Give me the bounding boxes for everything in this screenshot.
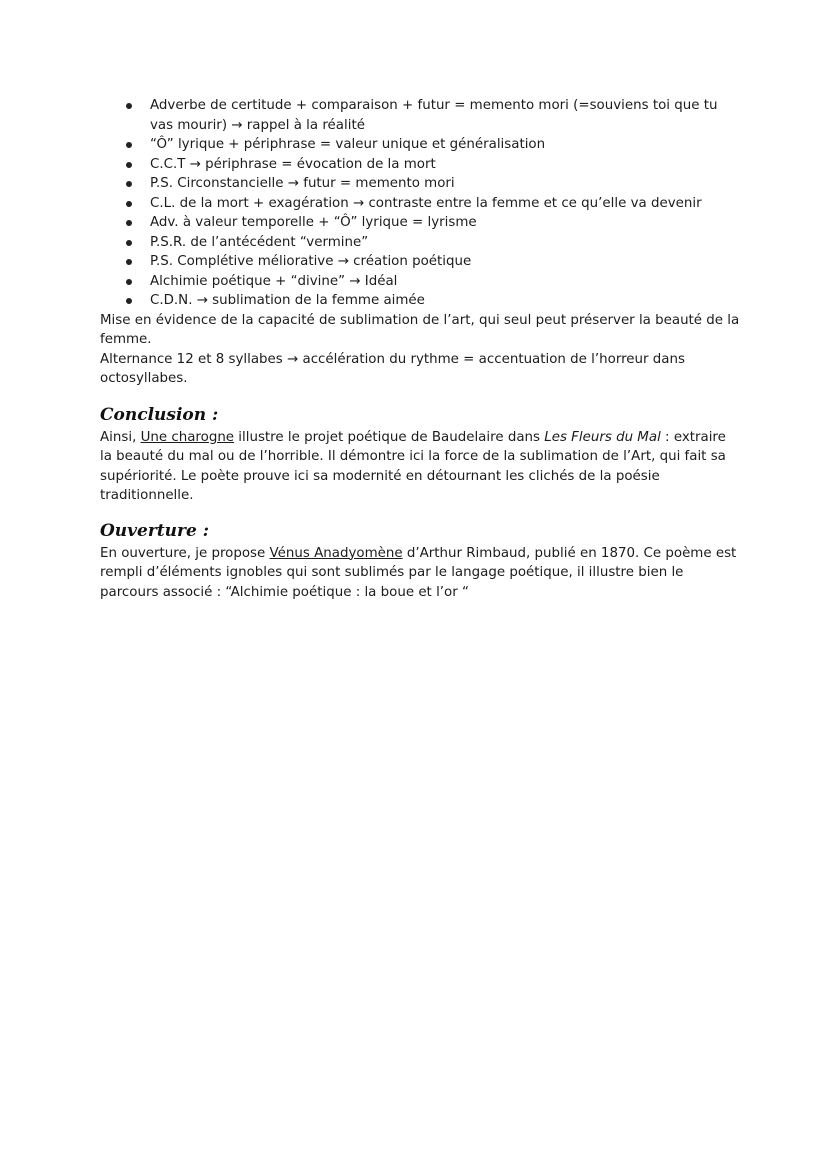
bullet-dot-icon: [126, 201, 132, 207]
analysis-bullet-list: [100, 96, 740, 311]
work-title-venus-anadyomene: Vénus Anadyomène: [269, 545, 403, 561]
conclusion-heading: Conclusion :: [100, 404, 219, 425]
list-item-text: Adv. à valeur temporelle + “Ô” lyrique = lyrisme: [150, 215, 477, 230]
bullet-dot-icon: [126, 220, 132, 226]
bullet-dot-icon: [126, 181, 132, 187]
list-item-text: Adverbe de certitude + comparaison + futur = memento mori (=souviens toi que tu vas mourir) → rappel à la réalité: [150, 98, 718, 133]
list-item-text: P.S.R. de l’antécédent “vermine”: [150, 234, 369, 250]
list-item-text: C.D.N. → sublimation de la femme aimée: [150, 293, 425, 308]
list-item: [100, 174, 740, 194]
bullet-dot-icon: [126, 259, 132, 265]
bullet-dot-icon: [126, 240, 132, 246]
list-item: [100, 155, 740, 175]
list-item-text: “Ô” lyrique + périphrase = valeur unique et généralisation: [150, 137, 546, 152]
ouverture-heading: Ouverture :: [100, 520, 209, 541]
alternance-paragraph: Alternance 12 et 8 syllabes → accélération du rythme = accentuation de l’horreur dans octosyllabes.: [100, 351, 685, 386]
document-page: [100, 96, 740, 602]
list-item: [100, 213, 740, 233]
bullet-dot-icon: [126, 103, 132, 109]
work-title-une-charogne: Une charogne: [140, 429, 235, 445]
bullet-dot-icon: [126, 142, 132, 148]
list-item-text: P.S. Complétive méliorative → création poétique: [150, 254, 472, 269]
list-item: [100, 96, 740, 135]
collection-title: Les Fleurs du Mal: [544, 429, 661, 445]
conclusion-intro: Ainsi,: [100, 429, 141, 445]
list-item: [100, 135, 740, 155]
conclusion-rest: : extraire la beauté du mal ou de l’horrible. Il démontre ici la force de la sublimation de l’Art, qui fait sa supériorité. Le poète prouve ici sa modernité en détournant les clichés de la poésie traditionnelle.: [100, 429, 726, 503]
bullet-dot-icon: [126, 279, 132, 285]
conclusion-mid: illustre le projet poétique de Baudelaire dans: [234, 429, 545, 445]
list-item: [100, 291, 740, 311]
conclusion-paragraph: [100, 428, 740, 506]
list-item-text: Alchimie poétique + “divine” → Idéal: [150, 273, 398, 289]
list-item: [100, 252, 740, 272]
ouverture-paragraph: [100, 544, 740, 603]
ouverture-rest: d’Arthur Rimbaud, publié en 1870. Ce poème est rempli d’éléments ignobles qui sont sublimés par le langage poétique, il illustre bien le parcours associé : “Alchimie poétique : la boue et l’or “: [100, 545, 737, 600]
list-item: [100, 272, 740, 292]
bullet-dot-icon: [126, 162, 132, 168]
sublimation-paragraph: Mise en évidence de la capacité de sublimation de l’art, qui seul peut préserver la beauté de la femme.: [100, 312, 740, 347]
list-item-text: C.L. de la mort + exagération → contraste entre la femme et ce qu’elle va devenir: [150, 195, 702, 211]
ouverture-intro: En ouverture, je propose: [100, 545, 270, 561]
list-item-text: C.C.T → périphrase = évocation de la mort: [150, 156, 436, 172]
list-item-text: P.S. Circonstancielle → futur = memento mori: [150, 176, 455, 191]
list-item: [100, 233, 740, 253]
bullet-dot-icon: [126, 298, 132, 304]
list-item: [100, 194, 740, 214]
